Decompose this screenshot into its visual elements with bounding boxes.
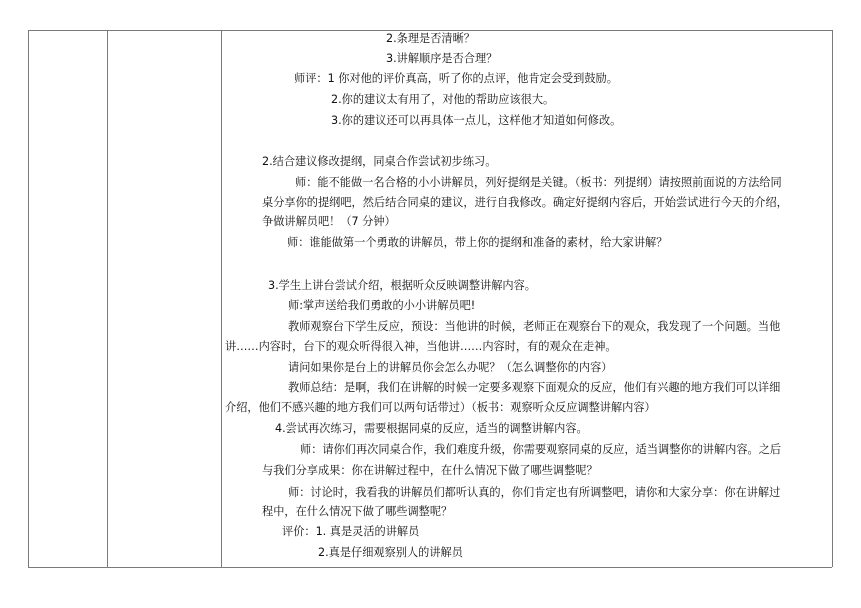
text-line: 教师总结：是啊，我们在讲解的时候一定要多观察下面观众的反应，他们有兴趣的地方我们可以详细 [288,381,781,394]
text-line: 2.结合建议修改提纲，同桌合作尝试初步练习。 [262,155,497,168]
text-line: 介绍，他们不感兴趣的地方我们可以两句话带过）（板书：观察听众反应调整讲解内容） [225,401,656,414]
text-line: 评价：1. 真是灵活的讲解员 [282,525,420,538]
table-column-border-1 [28,30,29,567]
text-line: 3.学生上讲台尝试介绍，根据听众反映调整讲解内容。 [268,279,536,292]
table-top-border [28,30,832,31]
text-line: 3.讲解顺序是否合理？ [386,52,498,65]
table-column-border-2 [107,30,108,567]
text-line: 师：谁能做第一个勇敢的讲解员，带上你的提纲和准备的素材，给大家讲解？ [287,236,668,249]
text-line: 4.尝试再次练习，需要根据同桌的反应，适当的调整讲解内容。 [275,422,588,435]
text-line: 2.你的建议太有用了，对他的帮助应该很大。 [331,93,555,106]
table-bottom-border [28,567,832,568]
text-line: 2.真是仔细观察别人的讲解员 [318,546,463,559]
text-line: 师：能不能做一名合格的小小讲解员，列好提纲是关键。（板书：列提纲）请按照前面说的方法给同 [295,176,782,189]
table-column-border-3 [221,30,222,567]
text-line: 争做讲解员吧！（7 分钟） [262,215,396,228]
text-line: 请问如果你是台上的讲解员你会怎么办呢？（怎么调整你的内容） [288,361,613,374]
text-line: 2.条理是否清晰？ [386,32,475,45]
text-line: 程中，在什么情况下做了哪些调整呢？ [262,505,453,518]
text-line: 桌分享你的提纲吧，然后结合同桌的建议，进行自我修改。确定好提纲内容后，开始尝试进行今天的介绍， [262,196,788,209]
text-line: 讲……内容时，台下的观众听得很入神，当他讲……内容时，有的观众在走神。 [225,340,617,353]
text-line: 3.你的建议还可以再具体一点儿，这样他才知道如何修改。 [331,114,622,127]
text-line: 与我们分享成果：你在讲解过程中，在什么情况下做了哪些调整呢？ [262,464,598,477]
text-line: 师：讨论时，我看我的讲解员们都听认真的，你们肯定也有所调整吧，请你和大家分享：你在讲解过 [288,486,781,499]
text-line: 师评：1 你对他的评价真高，听了你的点评，他肯定会受到鼓励。 [294,72,618,85]
text-line: 教师观察台下学生反应，预设：当他讲的时候，老师正在观察台下的观众，我发现了一个问题。当他 [288,320,781,333]
text-line: 师:掌声送给我们勇敢的小小讲解员吧! [288,299,476,312]
text-line: 师：请你们再次同桌合作，我们难度升级，你需要观察同桌的反应，适当调整你的讲解内容。之后 [300,443,782,456]
table-column-border-4 [832,30,833,567]
